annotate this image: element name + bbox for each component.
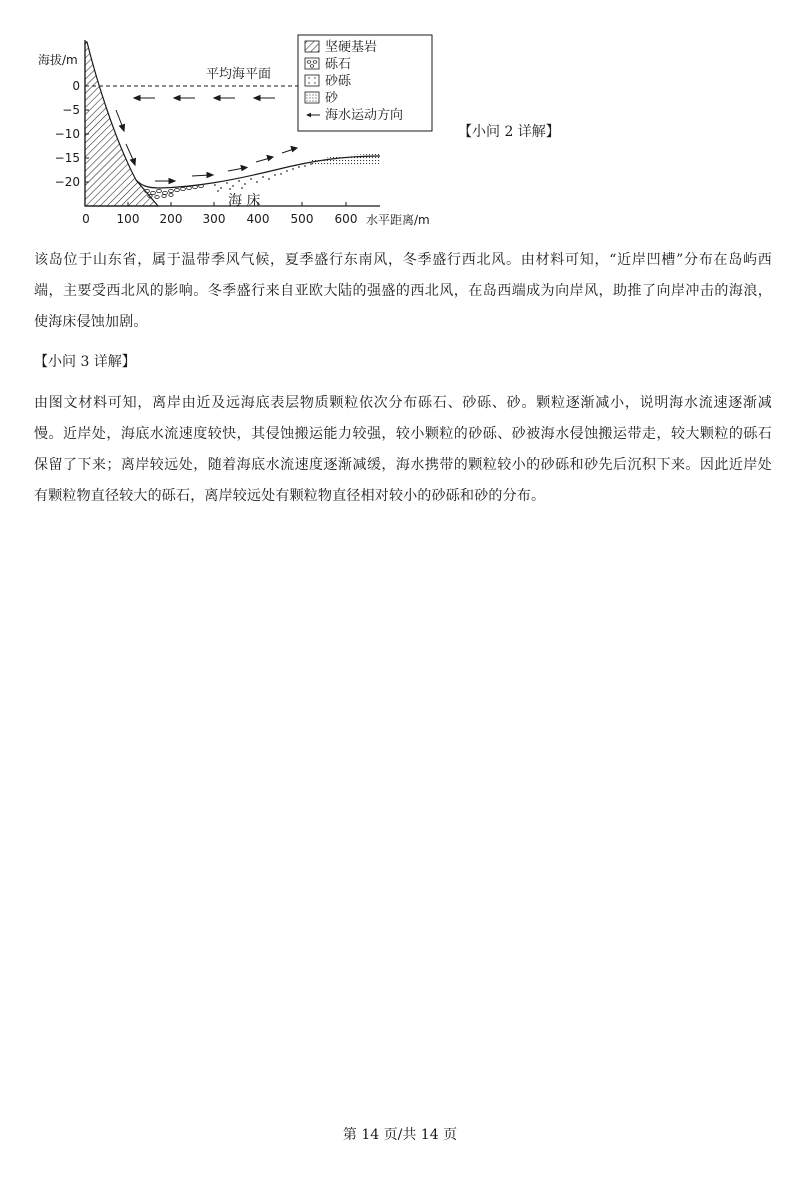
x-tick: 300 [202, 212, 226, 226]
legend-label: 砂 [325, 91, 339, 106]
x-tick-labels [82, 212, 357, 226]
water-flow-arrows [116, 96, 297, 184]
y-tick: −15 [54, 151, 80, 165]
section3-paragraph: 由图文材料可知，离岸由近及远海底表层物质颗粒依次分布砾石、砂砾、砂。颗粒逐渐减小，说明海水流速逐渐减慢。近岸处，海底水流速度较快，其侵蚀搬运能力较强，较小颗粒的砂砾、砂被海水侵蚀搬运带走，较大颗粒的砾石保留了下来；离岸较远处，随着海底水流速度逐渐减缓，海水携带的颗粒较小的砂砾和砂先后沉积下来。因此近岸处有颗粒物直径较大的砾石，离岸较远处有颗粒物直径相对较小的砂砾和砂的分布。 [34, 395, 772, 504]
x-tick: 400 [246, 212, 270, 226]
y-tick: −5 [62, 103, 80, 117]
y-tick-labels [55, 79, 80, 189]
x-axis-label: 水平距离/m [366, 213, 430, 227]
x-tick: 100 [116, 212, 140, 226]
x-tick: 200 [159, 212, 183, 226]
sand-icon [305, 92, 319, 103]
hatch-icon [305, 41, 319, 52]
y-tick: −10 [54, 127, 80, 141]
x-tick: 600 [334, 212, 358, 226]
y-axis-label: 海拔/m [38, 53, 78, 67]
section2-heading: 【小问 2 详解】 [458, 124, 560, 140]
sand-gravel-deposit [214, 163, 312, 192]
y-tick: 0 [72, 79, 80, 93]
y-tick: −20 [54, 175, 80, 189]
legend-label: 海水运动方向 [325, 108, 404, 123]
sand-deposit [312, 154, 380, 166]
gravel-icon [305, 58, 319, 69]
legend-label: 砂砾 [325, 74, 352, 89]
x-tick: 500 [290, 212, 314, 226]
legend [298, 35, 432, 131]
sand-gravel-icon [305, 75, 319, 86]
legend-label: 砾石 [325, 57, 352, 72]
seabed-profile-figure [30, 28, 450, 236]
gravel-deposit [145, 184, 204, 198]
section3-heading: 【小问 3 详解】 [34, 354, 136, 370]
legend-label: 坚硬基岩 [325, 40, 378, 55]
sea-level-label: 平均海平面 [206, 67, 272, 82]
x-tick: 0 [82, 212, 90, 226]
seabed-label: 海 床 [228, 193, 261, 209]
section2-paragraph: 该岛位于山东省，属于温带季风气候，夏季盛行东南风，冬季盛行西北风。由材料可知，“近岸凹槽”分布在岛屿西端，主要受西北风的影响。冬季盛行来自亚欧大陆的强盛的西北风，在岛西端成为向岸风，助推了向岸冲击的海浪，使海床侵蚀加剧。 [34, 252, 772, 330]
profile-diagram [30, 28, 450, 236]
page-footer: 第 14 页/共 14 页 [342, 1127, 458, 1143]
